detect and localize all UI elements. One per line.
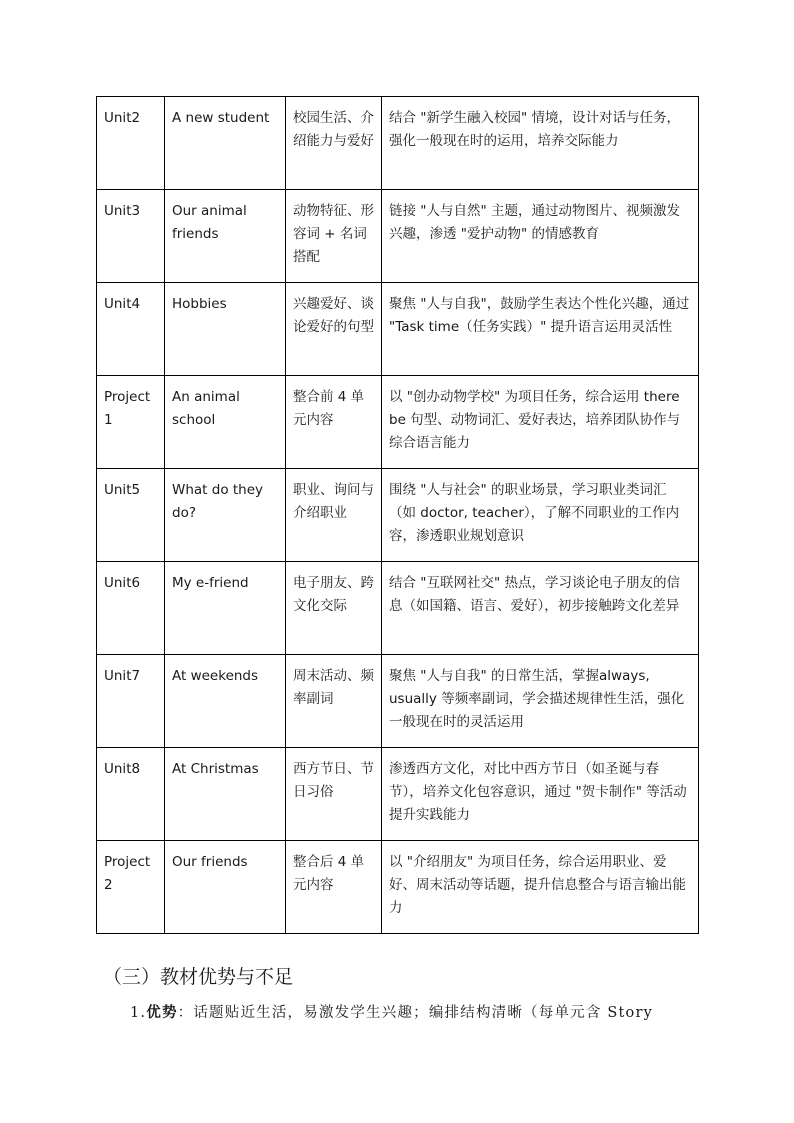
unit-table <box>96 96 699 934</box>
content-cell: 动物特征、形容词 + 名词搭配 <box>286 190 382 283</box>
design-cell: 以 "创办动物学校" 为项目任务，综合运用 there be 句型、动物词汇、爱好表达，培养团队协作与综合语言能力 <box>382 376 699 469</box>
unit-cell: Unit7 <box>97 655 165 748</box>
design-cell: 聚焦 "人与自我"，鼓励学生表达个性化兴趣，通过 "Task time（任务实践）" 提升语言运用灵活性 <box>382 283 699 376</box>
design-cell: 链接 "人与自然" 主题，通过动物图片、视频激发兴趣，渗透 "爱护动物" 的情感教育 <box>382 190 699 283</box>
unit-cell: Project 2 <box>97 841 165 934</box>
content-cell: 整合后 4 单元内容 <box>286 841 382 934</box>
unit-cell: Unit5 <box>97 469 165 562</box>
section-heading: （三）教材优势与不足 <box>103 966 294 988</box>
content-cell: 整合前 4 单元内容 <box>286 376 382 469</box>
table-row <box>97 376 699 469</box>
title-cell: A new student <box>165 97 286 190</box>
content-cell: 周末活动、频率副词 <box>286 655 382 748</box>
title-cell: What do they do? <box>165 469 286 562</box>
content-cell: 职业、询问与介绍职业 <box>286 469 382 562</box>
design-cell: 渗透西方文化，对比中西方节日（如圣诞与春节），培养文化包容意识，通过 "贺卡制作" 等活动提升实践能力 <box>382 748 699 841</box>
title-cell: At weekends <box>165 655 286 748</box>
table-row <box>97 655 699 748</box>
design-cell: 结合 "新学生融入校园" 情境，设计对话与任务，强化一般现在时的运用，培养交际能力 <box>382 97 699 190</box>
title-cell: Hobbies <box>165 283 286 376</box>
table-row <box>97 97 699 190</box>
unit-cell: Unit2 <box>97 97 165 190</box>
unit-cell: Unit4 <box>97 283 165 376</box>
content-cell: 电子朋友、跨文化交际 <box>286 562 382 655</box>
unit-cell: Unit3 <box>97 190 165 283</box>
title-cell: Our animal friends <box>165 190 286 283</box>
table-row <box>97 562 699 655</box>
paragraph-number: 1. <box>130 1005 147 1021</box>
table-row <box>97 748 699 841</box>
content-cell: 西方节日、节日习俗 <box>286 748 382 841</box>
advantages-paragraph <box>130 1001 700 1022</box>
unit-cell: Unit8 <box>97 748 165 841</box>
title-cell: An animal school <box>165 376 286 469</box>
design-cell: 围绕 "人与社会" 的职业场景，学习职业类词汇（如 doctor, teacher），了解不同职业的工作内容，渗透职业规划意识 <box>382 469 699 562</box>
title-cell: Our friends <box>165 841 286 934</box>
table-row <box>97 190 699 283</box>
content-cell: 校园生活、介绍能力与爱好 <box>286 97 382 190</box>
title-cell: At Christmas <box>165 748 286 841</box>
paragraph-text: ：话题贴近生活，易激发学生兴趣；编排结构清晰（每单元含 Story <box>177 1005 653 1021</box>
table-row <box>97 469 699 562</box>
unit-cell: Unit6 <box>97 562 165 655</box>
design-cell: 结合 "互联网社交" 热点，学习谈论电子朋友的信息（如国籍、语言、爱好），初步接触跨文化差异 <box>382 562 699 655</box>
design-cell: 聚焦 "人与自我" 的日常生活，掌握always, usually 等频率副词，学会描述规律性生活，强化一般现在时的灵活运用 <box>382 655 699 748</box>
unit-cell: Project 1 <box>97 376 165 469</box>
table-row <box>97 841 699 934</box>
title-cell: My e-friend <box>165 562 286 655</box>
paragraph-label: 优势 <box>146 1004 178 1021</box>
table-row <box>97 283 699 376</box>
design-cell: 以 "介绍朋友" 为项目任务，综合运用职业、爱好、周末活动等话题，提升信息整合与语言输出能力 <box>382 841 699 934</box>
content-cell: 兴趣爱好、谈论爱好的句型 <box>286 283 382 376</box>
